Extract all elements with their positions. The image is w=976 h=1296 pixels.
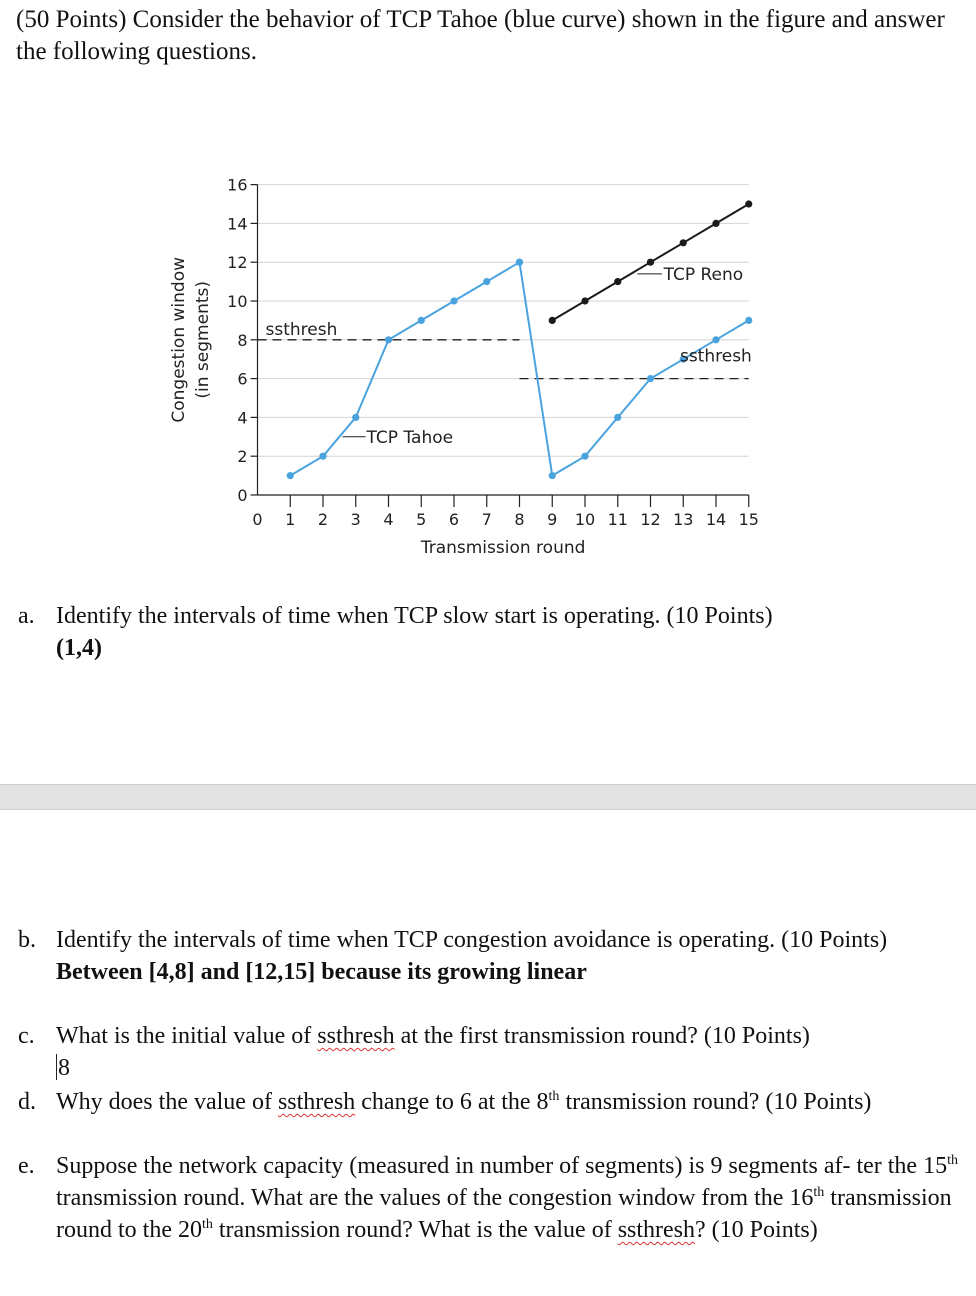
x-tick-label: 9 [547, 510, 558, 529]
x-axis-label: Transmission round [420, 538, 586, 558]
ssthresh-term: ssthresh [317, 1023, 395, 1049]
ssthresh-term: ssthresh [277, 1089, 356, 1115]
data-point [581, 297, 588, 304]
answer-a[interactable]: (1,4) [56, 635, 102, 661]
x-tick-label: 13 [673, 510, 694, 529]
data-point [581, 453, 588, 460]
data-point [287, 472, 294, 479]
x-tick-label: 15 [738, 510, 759, 529]
ssthresh-label-2: ssthresh [679, 346, 752, 367]
x-tick-label: 1 [285, 510, 296, 529]
data-point [745, 317, 752, 324]
question-e-letter: e. [18, 1153, 35, 1179]
data-point [712, 336, 719, 343]
data-point [712, 220, 719, 227]
answer-c[interactable]: 8 [58, 1055, 70, 1081]
y-tick-label: 12 [227, 253, 248, 273]
question-b-text: Identify the intervals of time when TCP congestion avoidance is operating. (10 Points) [56, 927, 888, 953]
text-cursor [56, 1054, 57, 1080]
x-tick-label: 7 [481, 510, 492, 529]
y-axis-label-line1: Congestion window [169, 256, 189, 423]
y-tick-label: 8 [237, 330, 248, 350]
question-c [18, 1020, 958, 1084]
x-tick-label: 8 [514, 510, 525, 529]
x-tick-label: 3 [350, 510, 361, 529]
data-point [745, 200, 752, 207]
x-tick-label: 4 [383, 510, 394, 529]
question-a-text: Identify the intervals of time when TCP slow start is operating. (10 Points) [56, 603, 773, 629]
question-d-text: Why does the value of ssthresh change to 6 at the 8th transmission round? (10 Points) [56, 1089, 872, 1115]
data-point [450, 297, 457, 304]
y-tick-label: 0 [237, 486, 248, 505]
question-c-text: What is the initial value of ssthresh at the first transmission round? (10 Points) [56, 1023, 810, 1049]
y-tick-label: 2 [237, 447, 248, 467]
x-tick-label: 14 [705, 510, 727, 529]
data-point [352, 414, 359, 421]
question-c-letter: c. [18, 1023, 35, 1049]
question-a-letter: a. [18, 603, 35, 629]
x-tick-label: 12 [640, 510, 661, 529]
data-point [319, 453, 326, 460]
data-point [549, 317, 556, 324]
y-tick-label: 4 [237, 408, 248, 428]
question-d-letter: d. [18, 1089, 36, 1115]
x-tick-label: 6 [448, 510, 460, 529]
answer-b[interactable]: Between [4,8] and [12,15] because its growing linear [56, 959, 587, 985]
data-point [418, 317, 425, 324]
y-axis [227, 176, 257, 505]
data-point [614, 278, 621, 285]
question-a [18, 600, 958, 664]
question-e [18, 1150, 958, 1246]
data-point [483, 278, 490, 285]
x-tick-label: 5 [416, 510, 427, 529]
y-tick-label: 14 [227, 214, 248, 234]
data-point [614, 414, 621, 421]
x-tick-label: 2 [317, 510, 329, 529]
series-line-tcp-tahoe [520, 262, 749, 475]
data-point [516, 259, 523, 266]
page-divider [0, 784, 976, 810]
data-point [385, 336, 392, 343]
data-point [647, 375, 654, 382]
data-point [647, 259, 654, 266]
question-header: (50 Points) Consider the behavior of TCP Tahoe (blue curve) shown in the figure and answer the following questions. [16, 6, 945, 65]
data-point [549, 472, 556, 479]
x-tick-label: 10 [574, 510, 596, 529]
tcp-reno-label: TCP Reno [663, 264, 744, 285]
data-point [680, 239, 687, 246]
question-e-text: Suppose the network capacity (measured in number of segments) is 9 segments af- ter the 15th transmission round. What are the values of the congestion window from the 16th transmission round to the 20th transmission round? What is the value of ssthresh? (10 Points) [56, 1153, 958, 1243]
question-d [18, 1086, 958, 1118]
question-b-letter: b. [18, 927, 36, 953]
y-tick-label: 16 [227, 175, 248, 195]
ssthresh-lines [258, 340, 749, 379]
y-tick-label: 6 [237, 369, 248, 389]
ssthresh-label-1: ssthresh [265, 319, 338, 340]
x-tick-label: 0 [252, 510, 263, 529]
x-axis [252, 495, 759, 529]
tcp-tahoe-label: TCP Tahoe [366, 427, 454, 448]
y-axis-label-line2: (in segments) [193, 281, 213, 399]
tcp-congestion-chart [150, 170, 780, 570]
question-b [18, 924, 958, 988]
x-tick-label: 11 [607, 510, 628, 529]
y-tick-label: 10 [227, 292, 248, 311]
ssthresh-term: ssthresh [617, 1217, 696, 1243]
